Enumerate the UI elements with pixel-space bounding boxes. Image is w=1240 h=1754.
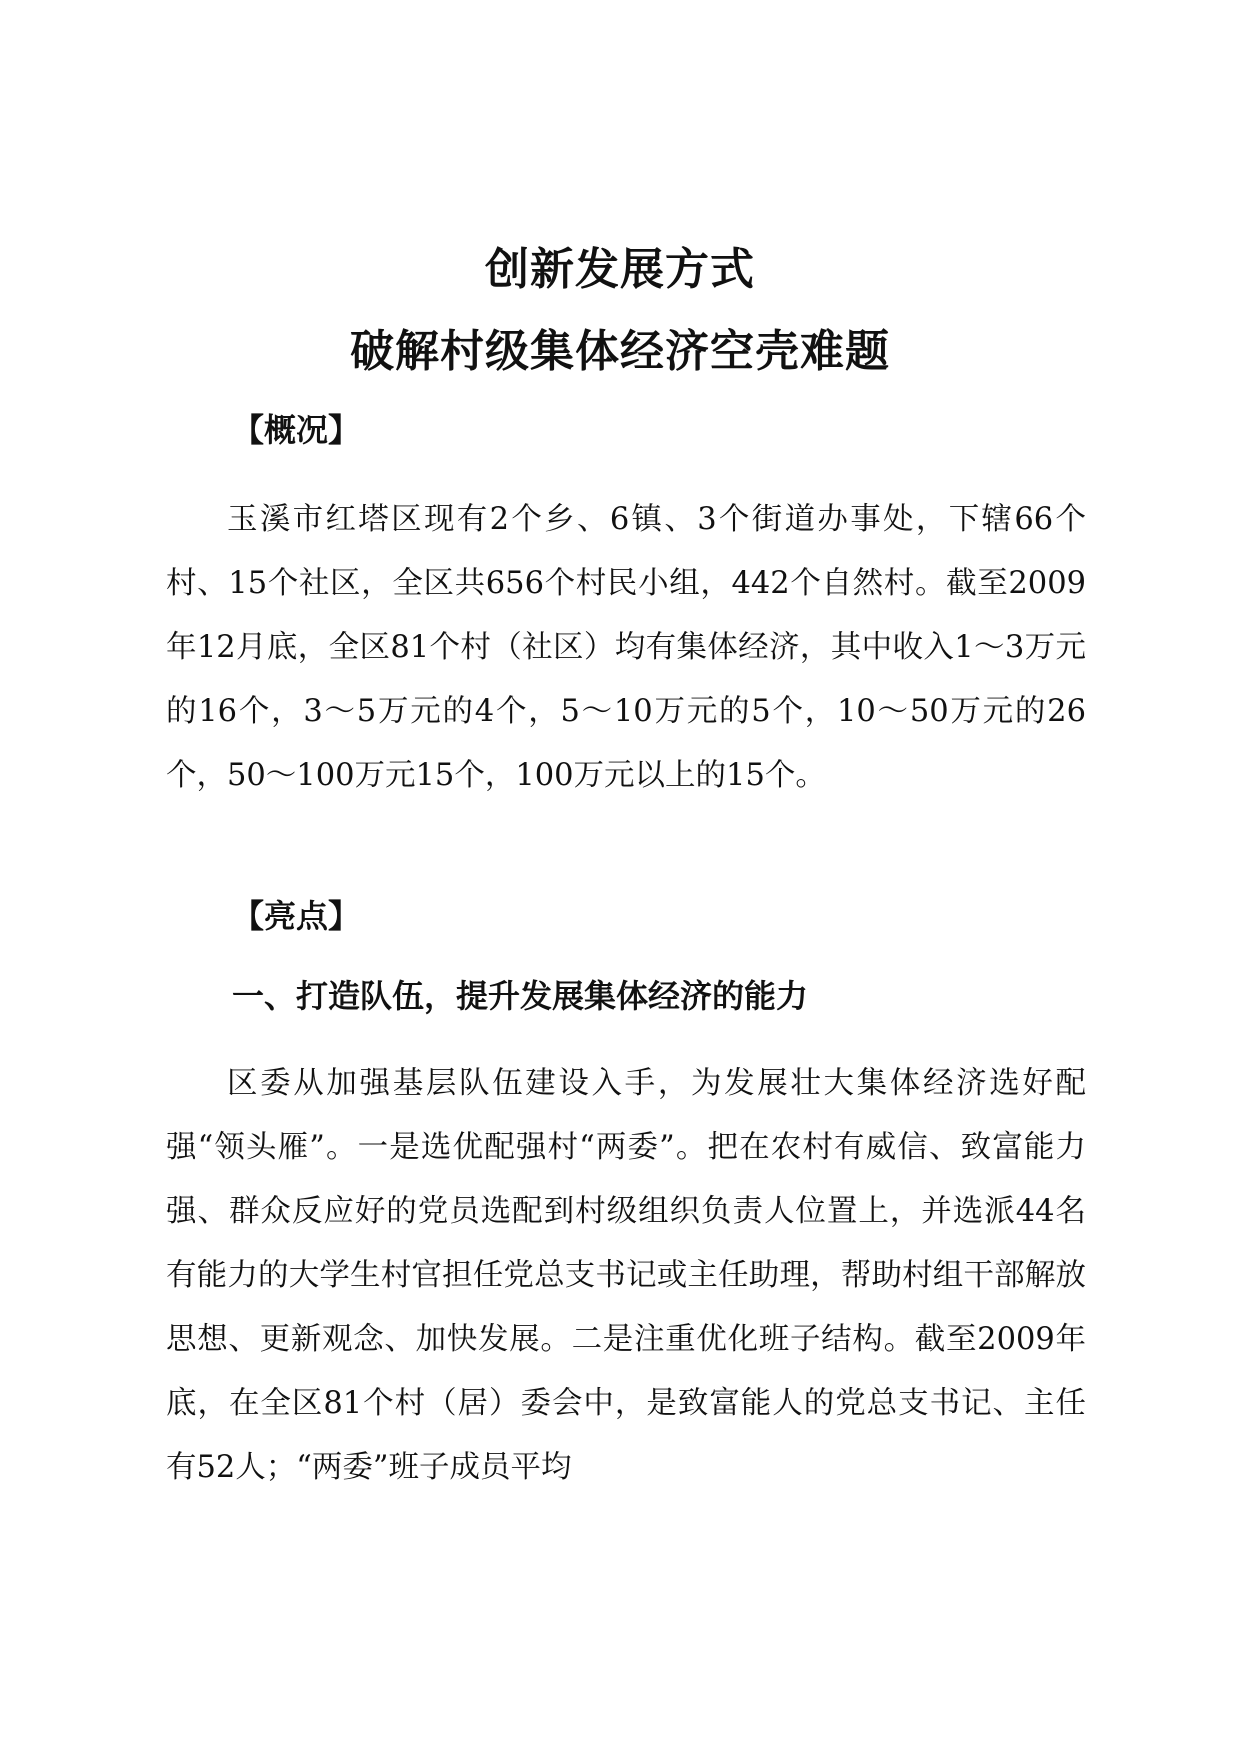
document-title-line-1: 创新发展方式 xyxy=(485,244,755,295)
section-heading-overview: 【概况】 xyxy=(232,411,361,449)
section-heading-highlights: 【亮点】 xyxy=(232,897,361,935)
subsection-heading-1: 一、打造队伍，提升发展集体经济的能力 xyxy=(232,977,809,1015)
overview-paragraph: 玉溪市红塔区现有2个乡、6镇、3个街道办事处，下辖66个村、15个社区，全区共656个村民小组，442个自然村。截至2009年12月底，全区81个村（社区）均有集体经济，其中收入1～3万元的16个，3～5万元的4个，5～10万元的5个，10～50万元的26个，50～100万元15个，100万元以上的15个。 xyxy=(166,502,1086,793)
document-title-line-2: 破解村级集体经济空壳难题 xyxy=(350,326,890,377)
subsection-1-paragraph: 区委从加强基层队伍建设入手，为发展壮大集体经济选好配强“领头雁”。一是选优配强村“两委”。把在农村有威信、致富能力强、群众反应好的党员选配到村级组织负责人位置上，并选派44名有能力的大学生村官担任党总支书记或主任助理，帮助村组干部解放思想、更新观念、加快发展。二是注重优化班子结构。截至2009年底，在全区81个村（居）委会中，是致富能人的党总支书记、主任有52人；“两委”班子成员平均 xyxy=(166,1066,1086,1485)
